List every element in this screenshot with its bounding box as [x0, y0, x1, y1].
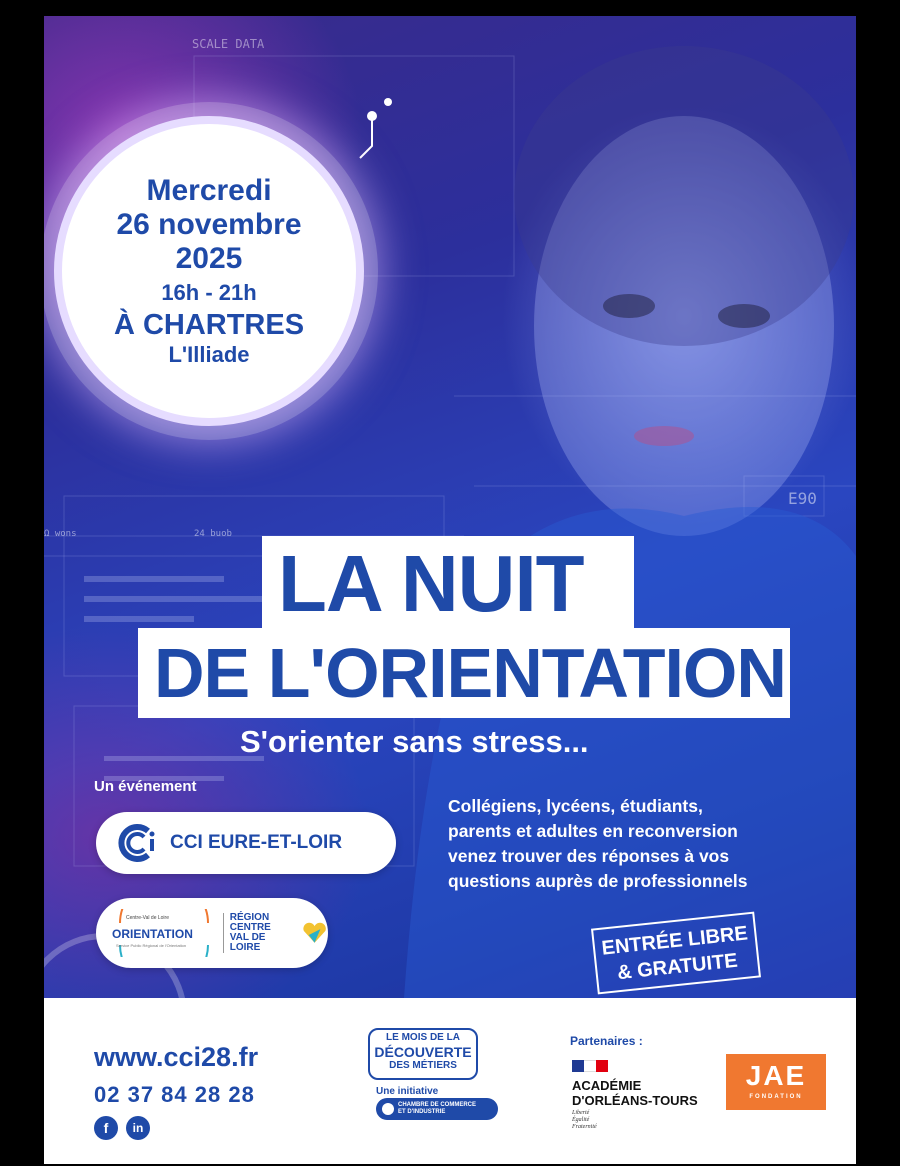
side-text-1: Ω wons	[44, 529, 77, 539]
hero-image	[44, 16, 856, 998]
footer	[44, 998, 856, 1164]
side-text-2: 24 buob	[194, 529, 232, 539]
linkedin-icon[interactable]: in	[126, 1116, 150, 1140]
description-line-3: venez trouver des réponses à vos	[448, 846, 730, 866]
region-text	[230, 913, 297, 953]
description-line-4: questions auprès de professionnels	[448, 871, 748, 891]
event-venue: L'Illiade	[168, 342, 250, 367]
region-line-2: CENTRE	[229, 922, 271, 933]
description-line-2: parents et adultes en reconversion	[448, 821, 738, 841]
academie-logo	[572, 1078, 698, 1108]
academie-line-2: D'ORLÉANS-TOURS	[572, 1093, 698, 1108]
audience-description	[448, 794, 828, 894]
motto-line-1: Liberté	[572, 1110, 590, 1116]
french-flag-icon	[572, 1060, 608, 1072]
tagline: S'orienter sans stress...	[240, 724, 589, 759]
code-text: E90	[788, 489, 817, 508]
cci-logo-icon	[118, 823, 158, 863]
orientation-bottom-text: Service Public Régional de l'Orientation	[116, 943, 187, 948]
logo-divider	[223, 913, 224, 953]
republic-motto	[572, 1110, 597, 1131]
mois-line-3: DES MÉTIERS	[389, 1060, 457, 1071]
poster	[44, 16, 856, 1164]
academie-line-1: ACADÉMIE	[572, 1078, 642, 1093]
motto-line-3: Fraternité	[572, 1124, 597, 1130]
region-heart-icon	[301, 919, 328, 947]
title-line-1: LA NUIT	[262, 536, 634, 632]
orientation-word: ORIENTATION	[112, 927, 193, 941]
facebook-icon[interactable]: f	[94, 1116, 118, 1140]
chambre-line-1: CHAMBRE DE COMMERCE	[398, 1102, 476, 1108]
phone-number[interactable]: 02 37 84 28 28	[94, 1082, 255, 1107]
chambre-commerce-logo	[376, 1098, 498, 1120]
badge-line-1: ENTRÉE LIBRE	[600, 922, 749, 960]
scale-data-text: SCALE DATA	[192, 37, 265, 51]
mois-line-1: LE MOIS DE LA	[386, 1032, 460, 1043]
organizer-label: Un événement	[94, 778, 197, 795]
jae-name: JAE	[745, 1060, 807, 1091]
cci-name: CCI EURE-ET-LOIR	[170, 832, 343, 853]
jae-foundation-logo	[726, 1054, 826, 1110]
partners-label: Partenaires :	[570, 1034, 643, 1048]
event-date: 26 novembre	[116, 208, 302, 241]
orientation-logo	[108, 909, 217, 957]
mois-decouverte-logo	[368, 1028, 478, 1080]
cci-mini-icon	[382, 1103, 394, 1115]
initiative-label: Une initiative	[376, 1086, 439, 1097]
event-city: À CHARTRES	[113, 309, 305, 341]
chambre-line-2: ET D'INDUSTRIE	[398, 1109, 446, 1115]
jae-sub: FONDATION	[749, 1094, 803, 1100]
website-link[interactable]: www.cci28.fr	[94, 1042, 259, 1072]
region-line-1: RÉGION	[229, 912, 270, 923]
motto-line-2: Égalité	[572, 1117, 590, 1123]
mois-line-2: DÉCOUVERTE	[374, 1044, 472, 1060]
event-hours: 16h - 21h	[161, 280, 257, 305]
description-line-1: Collégiens, lycéens, étudiants,	[448, 796, 703, 816]
region-line-3: VAL DE LOIRE	[229, 932, 266, 953]
cci-logo-pill[interactable]	[96, 812, 396, 874]
title-line-2: DE L'ORIENTATION	[138, 628, 790, 718]
date-circle	[54, 116, 364, 426]
event-weekday: Mercredi	[146, 174, 272, 207]
orientation-top-text: Centre-Val de Loire	[126, 915, 169, 921]
event-year: 2025	[175, 242, 243, 275]
region-logo-pill[interactable]	[96, 898, 328, 968]
badge-line-2: & GRATUITE	[616, 949, 739, 985]
